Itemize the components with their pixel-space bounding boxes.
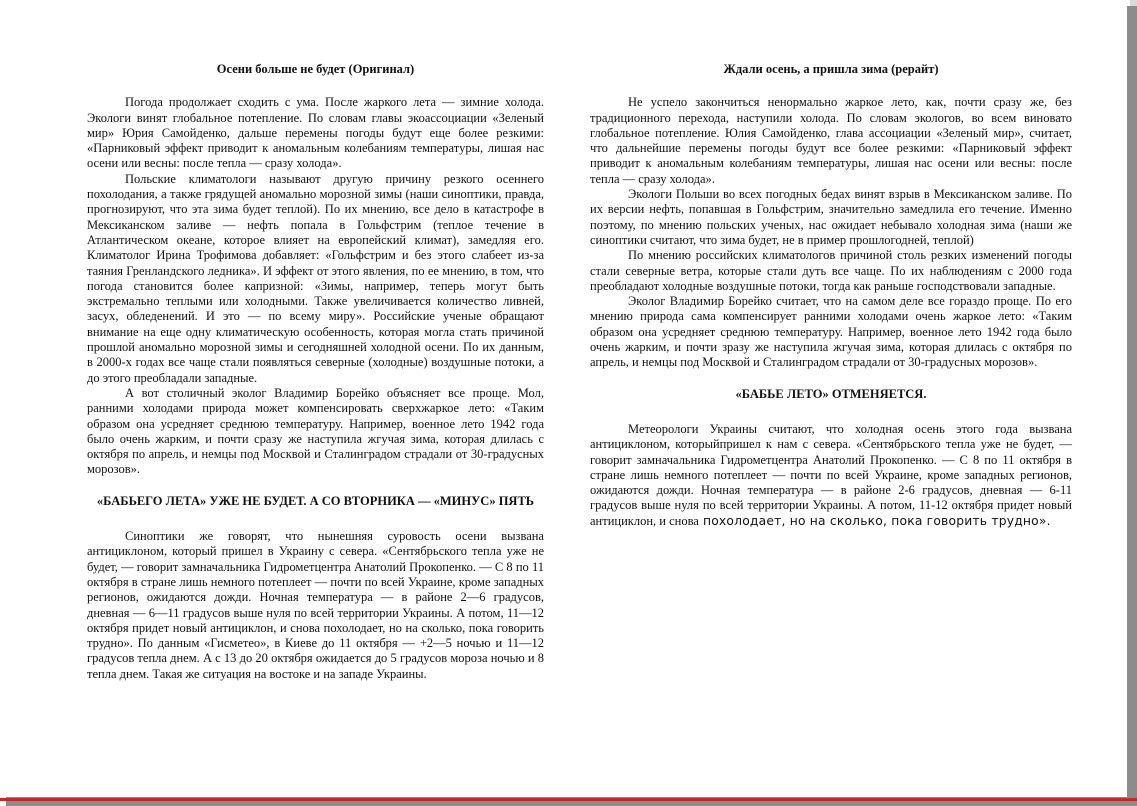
article-paragraph: Эколог Владимир Борейко считает, что на самом деле все гораздо проще. По его мнению природа сама компенсирует ранними холодами очень жаркое лето: «Таким образом она усредняет среднюю температуру. Например, военное лето 1942 года было очень жарким, и почти зразу же наступила жгучая зима, которая длилась с октября по апрель, и немцы под Москвой и Сталинградом страдали от 30-градусных морозов». xyxy=(590,294,1072,370)
rewrite-article-subheading: «БАБЬЕ ЛЕТО» ОТМЕНЯЕТСЯ. xyxy=(735,386,927,401)
article-paragraph: А вот столичный эколог Владимир Борейко объясняет все проще. Мол, ранними холодами природа может компенсировать сверхжаркое лето: «Таким образом она усредняет среднюю температуру. Например, военное лето 1942 года было очень жарким, и почти сразу же наступила жгучая зима, которая длилась с октября по апрель, и немцы под Москвой и Сталинградом страдали от 30-градусных морозов». xyxy=(87,385,544,477)
article-paragraph: Экологи Польши во всех погодных бедах винят взрыв в Мексиканском заливе. По их версии нефть, попавшая в Гольфстрим, значительно замедлила его течение. Именно поэтому, по мнению польских ученых, нас ожидает небывало холодная зима (наши же синоптики считают, что зима будет, не в пример прошлогодней, теплой) xyxy=(590,187,1072,247)
original-article-title: Осени больше не будет (Оригинал) xyxy=(216,62,415,76)
final-paragraph-tail: похолодает, но на сколько, пока говорить трудно». xyxy=(698,513,1051,528)
original-article-subheading: «БАБЬЕГО ЛЕТА» УЖЕ НЕ БУДЕТ. А СО ВТОРНИКА — «МИНУС» ПЯТЬ xyxy=(96,493,535,508)
article-paragraph: Польские климатологи называют другую причину резкого осеннего похолодания, а также грядущей аномально морозной зимы (наши синоптики, правда, прогнозируют, что эта зима будет теплой). По их мнению, все дело в катастрофе в Мексиканском заливе — нефть попала в Гольфстрим (теплое течение в Атлантическом океане, которое влияет на европейский климат), замедляя его. Климатолог Ирина Трофимова добавляет: «Гольфстрим и без этого слабеет из-за таяния Гренландского ледника». И эффект от этого явления, по ее мнению, в том, что погода становится более капризной: «Зимы, например, теперь могут быть экстремально теплыми или холодными. Также увеличивается количество ливней, засух, обледенений. И это — по всему миру». Российские ученые обращают внимание на еще одну климатическую особенность, которая могла стать причиной прошлой аномально морозной зимы и сегодняшней холодной осени. По их данным, в 2000-х годах все чаще стали появляться северные (холодные) воздушные потоки, а до этого преобладали западные. xyxy=(87,171,544,385)
article-paragraph: Не успело закончиться ненормально жаркое лето, как, почти сразу же, без традиционного перехода, наступили холода. По словам экологов, во всем виновато глобальное потепление. Юлия Самойденко, глава ассоциации «Зеленый мир», считает, что дальнейшие перемены погоды будут все более резкими: «Парниковый эффект приводит к аномальным колебаниям температуры, лишая нас осени или весны: после тепла — сразу холода». xyxy=(590,95,1072,186)
rewrite-article-title: Ждали осень, а пришла зима (рерайт) xyxy=(723,62,939,76)
article-paragraph: Синоптики же говорят, что нынешняя суровость осени вызвана антициклоном, который пришел в Украину с севера. «Сентябрьского тепла уже не будет, — говорит замначальника Гидрометцентра Анатолий Прокопенко. — С 8 по 11 октября в стране лишь немного потеплеет — почти по всей Украине, кроме западных регионов, ожидаются дожди. Ночная температура — в районе 2—6 градусов, дневная — 6—11 градусов выше нуля по всей территории Украины. А потом, 11—12 октября придет новый антициклон, и снова похолодает, но на сколько, пока говорить трудно». По данным «Гисметео», в Киеве до 11 октября — +2—5 ночью и 11—12 градусов тепла днем. А с 13 до 20 октября ожидается до 5 градусов мороза ночью и 8 тепла днем. Такая же ситуация на востоке и на западе Украины. xyxy=(87,529,544,681)
page-shadow-right xyxy=(1127,6,1137,798)
article-paragraph: Погода продолжает сходить с ума. После жаркого лета — зимние холода. Экологи винят глобальное потепление. По словам главы экоассоциации «Зеленый мир» Юрия Самойденко, дальше перемены погоды будут еще более резкими: «Парниковый эффект приводит к аномальным колебаниям температуры, лишая нас осени или весны: после тепла — сразу холода». xyxy=(87,95,544,171)
final-paragraph-main: Метеорологи Украины считают, что холодная осень этого года вызвана антициклоном, которыйпришел к нам с севера. «Сентябрьского тепла уже не будет, — говорит замначальника Гидрометцентра Анатолий Прокопенко. — С 8 по 11 октября в стране лишь немного потеплеет — почти по всей Украине, кроме западных регионов, ожидаются дожди. Ночная температура — в районе 2-6 градусов, дневная — 6-11 градусов выше нуля по всей территории Украины. А потом, 11-12 октября придет новый антициклон, и снова xyxy=(590,421,1072,528)
original-article-column xyxy=(87,62,544,682)
bottom-accent-line xyxy=(0,798,1137,801)
rewrite-article-column xyxy=(590,62,1072,529)
article-paragraph xyxy=(590,422,1072,529)
article-paragraph: По мнению российских климатологов причиной столь резких изменений погоды стали северные ветра, которые стали дуть все чаще. По их наблюдениям с 2000 года преобладают холодные воздушные потоки, тогда как раньше господствовали западные. xyxy=(590,248,1072,293)
